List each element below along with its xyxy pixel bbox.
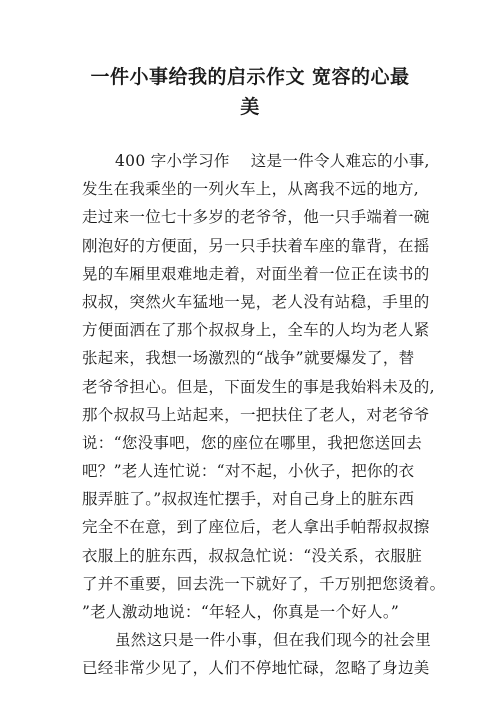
body-line: 衣服上的脏东西，叔叔急忙说：“没关系，衣服脏 [82,546,423,565]
body-line: 已经非常少见了，人们不停地忙碌，忽略了身边美 [82,659,430,678]
document-body [82,147,446,683]
body-line: 说：“您没事吧，您的座位在哪里，我把您送回去 [82,433,423,452]
body-line: 了并不重要，回去洗一下就好了，千万别把您烫着。 [82,574,446,593]
body-line: 服弄脏了。”叔叔连忙摆手，对自己身上的脏东西 [82,490,415,509]
body-line: 晃的车厢里艰难地走着，对面坐着一位正在读书的 [82,264,430,283]
body-line: 发生在我乘坐的一列火车上，从离我不远的地方, [82,180,420,199]
body-line: 老爷爷担心。但是，下面发生的事是我始料未及的, [82,377,435,396]
body-line: 方便面洒在了那个叔叔身上，全车的人均为老人紧 [82,321,430,340]
body-line: 完全不在意，到了座位后，老人拿出手帕帮叔叔擦 [82,518,430,537]
title-line-2: 美 [240,96,260,118]
body-line: 叔叔，突然火车猛地一晃，老人没有站稳，手里的 [82,292,430,311]
title-line-1: 一件小事给我的启示作文 宽容的心最 [90,66,410,88]
body-line: 张起来，我想一场激烈的“战争”就要爆发了，替 [82,349,415,368]
body-line: 走过来一位七十多岁的老爷爷，他一只手端着一碗 [82,208,430,227]
body-line: 400 字小学习作 这是一件令人难忘的小事, [115,152,430,170]
body-line: ”老人激动地说：“年轻人，你真是一个好人。” [82,603,400,621]
body-line: 刚泡好的方便面，另一只手扶着车座的靠背，在摇 [82,236,430,255]
body-line: 吧？”老人连忙说：“对不起，小伙子，把你的衣 [82,462,415,481]
body-line: 那个叔叔马上站起来，一把扶住了老人，对老爷爷 [82,405,430,424]
body-line: 虽然这只是一件小事，但在我们现今的社会里 [115,631,432,650]
document-title [70,62,430,122]
